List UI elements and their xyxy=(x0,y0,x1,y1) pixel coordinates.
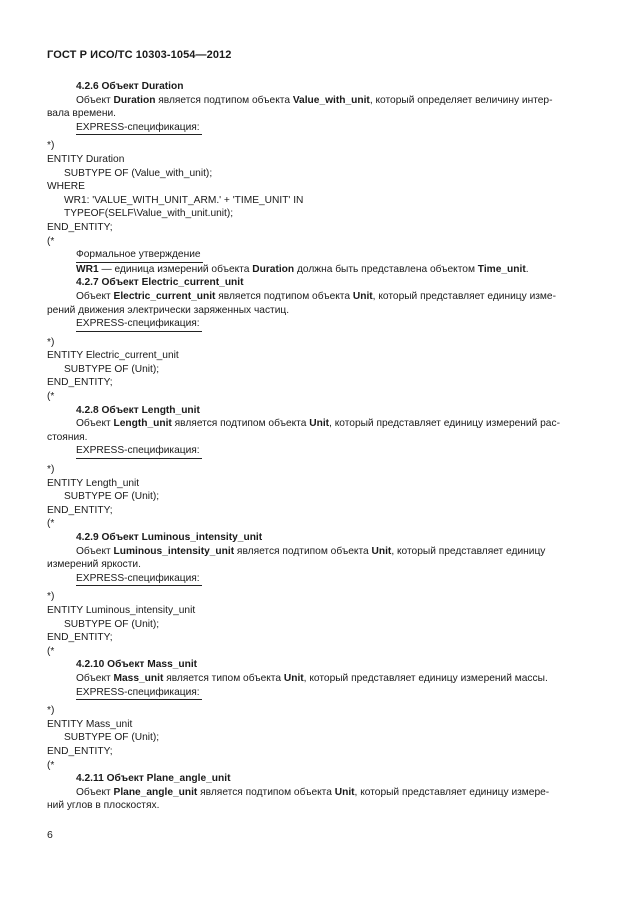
express-spec-label: EXPRESS-спецификация: xyxy=(76,572,202,587)
formal-statement-label: Формальное утверждение xyxy=(76,248,203,263)
code-line: *) xyxy=(47,464,55,476)
code-line: ENTITY Mass_unit xyxy=(47,718,133,730)
express-spec-label: EXPRESS-спецификация: xyxy=(76,686,202,701)
section-heading-4-2-10: 4.2.10 Объект Mass_unit xyxy=(76,659,198,671)
code-line: SUBTYPE OF (Unit); xyxy=(64,491,160,503)
code-line: SUBTYPE OF (Value_with_unit); xyxy=(64,167,213,179)
section-paragraph: Объект Electric_current_unit является подтипом объекта Unit, который представляет единицу изме- xyxy=(76,290,556,302)
code-line: SUBTYPE OF (Unit); xyxy=(64,618,160,630)
code-line: ENTITY Length_unit xyxy=(47,477,140,489)
formal-statement: WR1 — единица измерений объекта Duration должна быть представлена объектом Time_unit. xyxy=(76,263,529,275)
code-line: END_ENTITY; xyxy=(47,504,113,516)
section-paragraph-cont: рений движения электрически заряженных частиц. xyxy=(47,304,290,316)
express-spec-label: EXPRESS-спецификация: xyxy=(76,444,202,459)
code-line: END_ENTITY; xyxy=(47,377,113,389)
document-header: ГОСТ Р ИСО/ТС 10303-1054—2012 xyxy=(47,49,232,61)
section-heading-4-2-9: 4.2.9 Объект Luminous_intensity_unit xyxy=(76,532,263,543)
express-spec-label: EXPRESS-спецификация: xyxy=(76,317,202,332)
code-line: ENTITY Electric_current_unit xyxy=(47,350,179,362)
section-paragraph: Объект Plane_angle_unit является подтипом объекта Unit, который представляет единицу измере- xyxy=(76,786,550,798)
code-line: ENTITY Luminous_intensity_unit xyxy=(47,604,196,616)
code-line: (* xyxy=(47,645,55,657)
code-line: (* xyxy=(47,759,55,771)
express-spec-label: EXPRESS-спецификация: xyxy=(76,121,202,136)
code-line: *) xyxy=(47,140,55,152)
code-line: WR1: 'VALUE_WITH_UNIT_ARM.' + 'TIME_UNIT' IN xyxy=(64,194,304,206)
code-line: (* xyxy=(47,391,55,403)
section-heading-4-2-11: 4.2.11 Объект Plane_angle_unit xyxy=(76,773,231,785)
code-line: *) xyxy=(47,705,55,717)
section-paragraph-cont: стояния. xyxy=(47,431,88,443)
code-line: *) xyxy=(47,336,55,348)
code-line: SUBTYPE OF (Unit); xyxy=(64,732,160,744)
section-paragraph-cont: вала времени. xyxy=(47,108,116,120)
code-line: TYPEOF(SELF\Value_with_unit.unit); xyxy=(64,208,234,220)
code-line: (* xyxy=(47,235,55,247)
section-paragraph: Объект Mass_unit является типом объекта Unit, который представляет единицу измерений массы. xyxy=(76,672,548,684)
page-number: 6 xyxy=(47,829,53,841)
section-heading-4-2-7: 4.2.7 Объект Electric_current_unit xyxy=(76,277,244,289)
section-paragraph: Объект Luminous_intensity_unit является подтипом объекта Unit, который представляет единицу xyxy=(76,545,546,557)
code-line: *) xyxy=(47,591,55,603)
section-heading-4-2-8: 4.2.8 Объект Length_unit xyxy=(76,404,200,416)
code-line: END_ENTITY; xyxy=(47,221,113,233)
section-paragraph-cont: ний углов в плоскостях. xyxy=(47,800,160,812)
code-line: END_ENTITY; xyxy=(47,632,113,644)
section-paragraph: Объект Length_unit является подтипом объекта Unit, который представляет единицу измерений рас- xyxy=(76,418,560,430)
section-paragraph-cont: измерений яркости. xyxy=(47,559,141,571)
code-line: WHERE xyxy=(47,181,85,193)
section-paragraph: Объект Duration является подтипом объекта Value_with_unit, который определяет величину интер- xyxy=(76,94,553,106)
code-line: ENTITY Duration xyxy=(47,153,125,165)
section-heading-4-2-6: 4.2.6 Объект Duration xyxy=(76,81,184,92)
code-line: (* xyxy=(47,518,55,530)
document-body xyxy=(47,80,585,813)
code-line: SUBTYPE OF (Unit); xyxy=(64,363,160,375)
code-line: END_ENTITY; xyxy=(47,745,113,757)
